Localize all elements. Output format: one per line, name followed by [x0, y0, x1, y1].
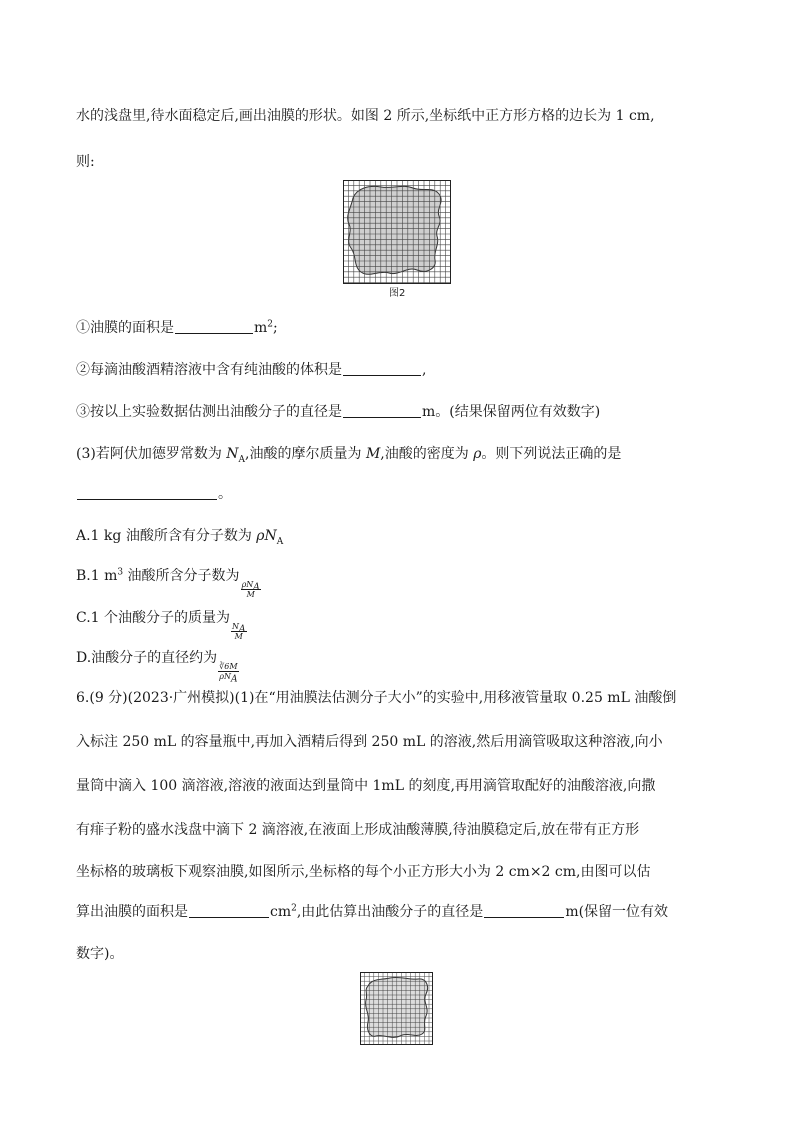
fraction-b: $\frac{\rho N_A}{M}$	[241, 580, 260, 599]
answer-blank-area[interactable]	[189, 903, 269, 918]
q6-line-5: 坐标格的玻璃板下观察油膜,如图所示,坐标格的每个小正方形大小为 2 cm×2 cm,由图可以估	[76, 864, 651, 880]
answer-blank-3[interactable]	[343, 403, 421, 418]
part-3-answer-line: 。	[76, 484, 232, 504]
question-2: ②每滴油酸酒精溶液中含有纯油酸的体积是 ,	[76, 362, 427, 378]
q6-line-1: 6.(9 分)(2023·广州模拟)(1)在“用油膜法估测分子大小”的实验中,用移液管量取 0.25 mL 油酸倒	[76, 690, 677, 706]
question-3: ③按以上实验数据估测出油酸分子的直径是 m。(结果保留两位有效数字)	[76, 404, 601, 420]
fraction-c: $\frac{N_A}{M}$	[232, 622, 246, 641]
text-line-1: 水的浅盘里,待水面稳定后,画出油膜的形状。如图 2 所示,坐标纸中正方形方格的边长为 1 cm,	[76, 108, 655, 124]
answer-blank-part3[interactable]	[77, 485, 217, 500]
figure-2-oil-film-grid	[343, 180, 453, 285]
fraction-d: $\frac{∛6M}{\rho N_A}$	[219, 662, 238, 685]
option-c: C.1 个油酸分子的质量为 $\frac{N_A}{M}$	[76, 610, 246, 641]
answer-blank-diameter[interactable]	[484, 903, 564, 918]
option-b: B.1 $m^3$ 油酸所含分子数为 $\frac{\rho N_A}{M}$	[76, 567, 260, 599]
q6-line-3: 量筒中滴入 100 滴溶液,溶液的液面达到量筒中 1mL 的刻度,再用滴管取配好的油酸溶液,向撒	[76, 778, 656, 794]
option-d: D.油酸分子的直径约为 $\frac{∛6M}{\rho N_A}$	[76, 650, 238, 685]
text-line-2: 则:	[76, 154, 95, 170]
figure-2-caption: 图2	[389, 288, 406, 299]
q6-line-7: 数字)。	[76, 946, 124, 962]
q6-line-6: 算出油膜的面积是 $cm^2$,由此估算出油酸分子的直径是 m(保留一位有效	[76, 903, 669, 920]
figure-q6-oil-film-grid	[360, 972, 435, 1047]
answer-blank-2[interactable]	[343, 361, 421, 376]
part-3-prompt: (3)若阿伏加德罗常数为 $N_A$,油酸的摩尔质量为 M,油酸的密度为 ρ。则下列说法正确的是	[76, 446, 622, 465]
answer-blank-1[interactable]	[175, 319, 253, 334]
question-1: ①油膜的面积是 $m^2$;	[76, 319, 278, 336]
q6-line-4: 有痱子粉的盛水浅盘中滴下 2 滴溶液,在液面上形成油酸薄膜,待油膜稳定后,放在带有正方形	[76, 822, 640, 838]
q6-line-2: 入标注 250 mL 的容量瓶中,再加入酒精后得到 250 mL 的溶液,然后用滴管吸取这种溶液,向小	[76, 734, 663, 750]
option-a: A.1 kg 油酸所含有分子数为 $\rho N_A$	[76, 528, 284, 547]
